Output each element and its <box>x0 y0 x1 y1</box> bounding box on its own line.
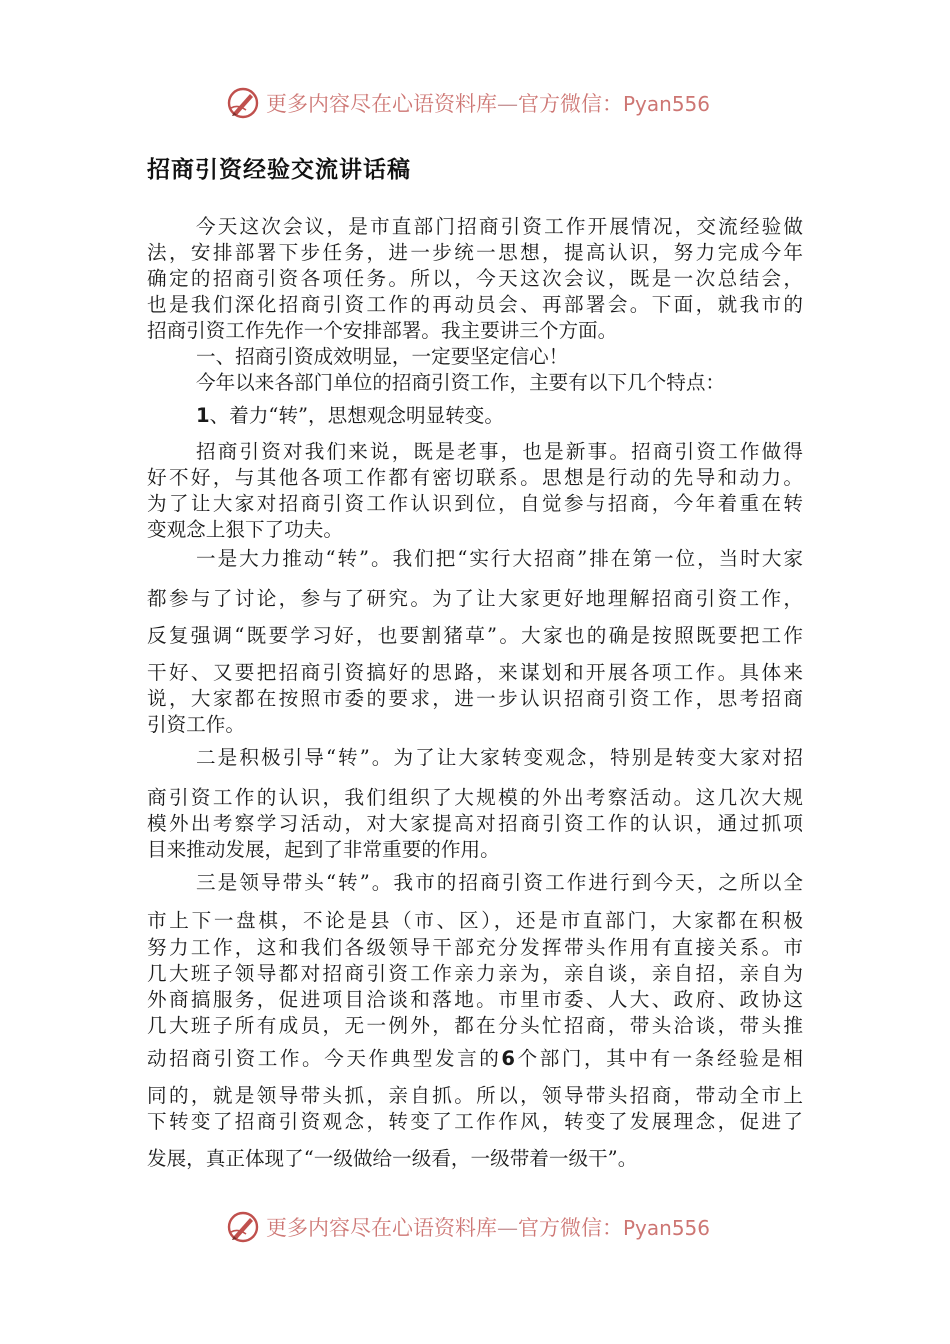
body-line: 反复强调“既要学习好，也要割猪草”。大家也的确是按照既要把工作 <box>147 624 803 647</box>
body-line: 今年以来各部门单位的招商引资工作，主要有以下几个特点： <box>196 371 726 394</box>
section-heading: 一、招商引资成效明显，一定要坚定信心！ <box>196 345 569 368</box>
body-line: 变观念上狠下了功夫。 <box>147 518 343 541</box>
pen-logo-icon <box>226 86 260 120</box>
subheading-text: 、着力“转”，思想观念明显转变。 <box>209 404 504 427</box>
body-line: 为了让大家对招商引资工作认识到位，自觉参与招商，今年着重在转 <box>147 492 803 515</box>
watermark-suffix: 官方微信： <box>518 92 623 116</box>
body-line <box>147 1044 803 1074</box>
watermark-separator: — <box>497 1216 518 1240</box>
body-line: 招商引资工作先作一个安排部署。我主要讲三个方面。 <box>147 319 618 342</box>
body-line: 商引资工作的认识，我们组织了大规模的外出考察活动。这几次大规 <box>147 786 803 809</box>
watermark-id: Pyan556 <box>623 92 711 116</box>
body-line: 几大班子领导都对招商引资工作亲力亲为，亲自谈，亲自招，亲自为 <box>147 962 803 985</box>
watermark-banner-bottom <box>0 1208 950 1248</box>
point-number: 1 <box>196 404 210 427</box>
document-title: 招商引资经验交流讲话稿 <box>147 157 411 183</box>
body-line-part: 动招商引资工作。今天作典型发言的 <box>147 1047 502 1070</box>
watermark-main: 更多内容尽在心语资料库 <box>266 1216 497 1240</box>
body-line: 好不好，与其他各项工作都有密切联系。思想是行动的先导和动力。 <box>147 466 803 489</box>
body-line: 干好、又要把招商引资搞好的思路，来谋划和开展各项工作。具体来 <box>147 661 803 684</box>
body-line: 一是大力推动“转”。我们把“实行大招商”排在第一位，当时大家 <box>196 547 803 570</box>
body-line: 也是我们深化招商引资工作的再动员会、再部署会。下面，就我市的 <box>147 293 803 316</box>
body-line-part: 个部门，其中有一条经验是相 <box>515 1047 804 1070</box>
body-line: 外商搞服务，促进项目洽谈和落地。市里市委、人大、政府、政协这 <box>147 988 803 1011</box>
body-line: 确定的招商引资各项任务。所以，今天这次会议，既是一次总结会， <box>147 267 803 290</box>
body-line: 市上下一盘棋，不论是县（市、区），还是市直部门，大家都在积极 <box>147 909 803 932</box>
body-line: 引资工作。 <box>147 713 245 736</box>
body-line: 下转变了招商引资观念，转变了工作作风，转变了发展理念，促进了 <box>147 1110 803 1133</box>
body-line: 发展，真正体现了“一级做给一级看，一级带着一级干”。 <box>147 1147 638 1170</box>
department-count: 6 <box>501 1047 516 1070</box>
watermark-main: 更多内容尽在心语资料库 <box>266 92 497 116</box>
body-line: 法，安排部署下步任务，进一步统一思想，提高认识，努力完成今年 <box>147 241 803 264</box>
body-line: 招商引资对我们来说，既是老事，也是新事。招商引资工作做得 <box>196 440 803 463</box>
body-line: 说，大家都在按照市委的要求，进一步认识招商引资工作，思考招商 <box>147 687 803 710</box>
body-line: 今天这次会议，是市直部门招商引资工作开展情况，交流经验做 <box>196 215 803 238</box>
watermark-text <box>266 1214 710 1242</box>
body-line: 目来推动发展，起到了非常重要的作用。 <box>147 838 500 861</box>
watermark-separator: — <box>497 92 518 116</box>
watermark-text <box>266 90 710 118</box>
body-line: 都参与了讨论，参与了研究。为了让大家更好地理解招商引资工作， <box>147 587 803 610</box>
body-line: 努力工作，这和我们各级领导干部充分发挥带头作用有直接关系。市 <box>147 936 803 959</box>
watermark-id: Pyan556 <box>623 1216 711 1240</box>
body-line: 同的，就是领导带头抓，亲自抓。所以，领导带头招商，带动全市上 <box>147 1084 803 1107</box>
body-line: 几大班子所有成员，无一例外，都在分头忙招商，带头洽谈，带头推 <box>147 1014 803 1037</box>
watermark-banner-top <box>0 84 950 124</box>
pen-logo-icon <box>226 1210 260 1244</box>
body-line: 模外出考察学习活动，对大家提高对招商引资工作的认识，通过抓项 <box>147 812 803 835</box>
body-line: 二是积极引导“转”。为了让大家转变观念，特别是转变大家对招 <box>196 746 803 769</box>
subheading-1 <box>196 401 803 431</box>
body-line: 三是领导带头“转”。我市的招商引资工作进行到今天，之所以全 <box>196 871 803 894</box>
watermark-suffix: 官方微信： <box>518 1216 623 1240</box>
